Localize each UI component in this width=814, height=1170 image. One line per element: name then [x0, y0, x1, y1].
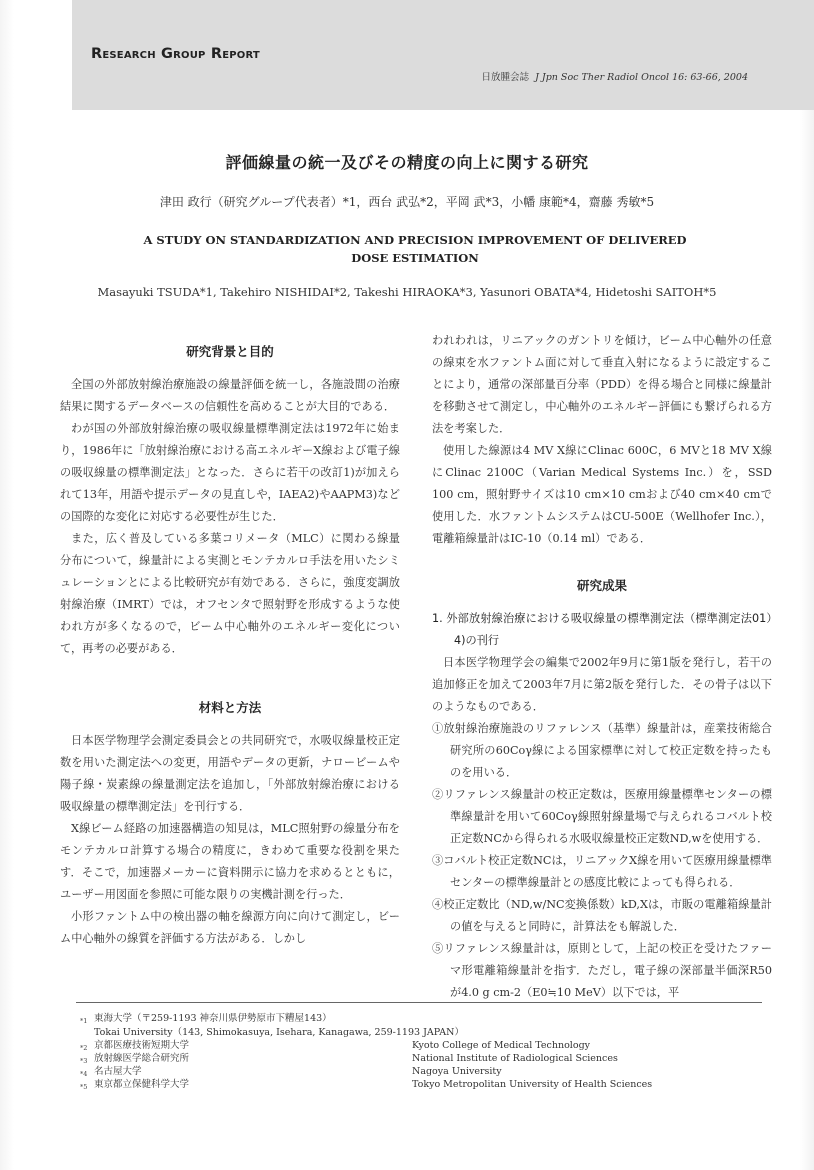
background-heading: 研究背景と目的	[186, 344, 274, 359]
footnote-5-ja: 東京都立保健科学大学	[94, 1079, 190, 1090]
left-column	[60, 330, 400, 950]
list-item: ④校正定数比（ND,w/NC変換係数）kD,Xは，市販の電離箱線量計の値を与えると同時に，計算法をも解説した．	[432, 898, 772, 933]
footnote-mark-3: *3	[80, 1057, 88, 1065]
methods-paragraph-3: 小形ファントム中の検出器の軸を線源方向に向けて測定し，ビーム中心軸外の線質を評価する方法がある．しかし	[60, 910, 400, 945]
journal-name-ja: 日放腫会誌	[481, 72, 530, 83]
footnote-1-ja: 東海大学（〒259-1193 神奈川県伊勢原市下糟屋143）	[94, 1013, 332, 1024]
background-paragraph-2: わが国の外部放射線治療の吸収線量標準測定法は1972年に始まり，1986年に「放射線治療における高エネルギーX線および電子線の吸収線量の標準測定法」となった．さらに若干の改訂1)が加えられて13年，用語や提示データの見直しや，IAEA2)やAAPM3)などの国際的な変化に対応する必要性が生じた．	[60, 422, 400, 523]
footnotes	[0, 1002, 814, 1102]
authors-en: Masayuki TSUDA*1, Takehiro NISHIDAI*2, Takeshi HIRAOKA*3, Yasunori OBATA*4, Hidetoshi SAITOH*5	[97, 285, 717, 299]
journal-citation	[482, 69, 748, 83]
footnote-2-en: Kyoto College of Medical Technology	[412, 1040, 591, 1051]
methods-paragraph-5: 使用した線源は4 MV X線にClinac 600C，6 MVと18 MV X線にClinac 2100C（Varian Medical Systems Inc.）を，SSD 100 cm，照射野サイズは10 cm×10 cmおよび40 cm×40 cmで使用した．水ファントムシステムはCU-500E（Wellhofer Inc.），電離箱線量計はIC-10（0.14 ml）である．	[432, 444, 772, 545]
results-subheading: 1. 外部放射線治療における吸収線量の標準測定法（標準測定法01）4)の刊行	[432, 612, 772, 647]
footnote-3-ja: 放射線医学総合研究所	[94, 1053, 190, 1064]
title-ja: 評価線量の統一及びその精度の向上に関する研究	[225, 153, 589, 172]
list-item: ⑤リファレンス線量計は，原則として，上記の校正を受けたファーマ形電離箱線量計を指す．ただし，電子線の深部量半価深R50が4.0 g cm-2（E0≒10 MeV）以下では，平	[432, 942, 772, 999]
footnote-mark-5: *5	[80, 1083, 88, 1091]
results-heading: 研究成果	[576, 578, 627, 593]
methods-paragraph-1: 日本医学物理学会測定委員会との共同研究で，水吸収線量校正定数を用いた測定法への変更，用語やデータの更新，ナロービームや陽子線・炭素線の線量測定法を追加し，「外部放射線治療における吸収線量の標準測定法」を刊行する．	[60, 734, 400, 813]
footnote-mark-2: *2	[80, 1044, 88, 1052]
footnote-2-ja: 京都医療技術短期大学	[94, 1040, 190, 1051]
list-item: ①放射線治療施設のリファレンス（基準）線量計は，産業技術総合研究所の60Coγ線による国家標準に対して校正定数を持ったものを用いる．	[432, 722, 772, 779]
title-en: A STUDY ON STANDARDIZATION AND PRECISION IMPROVEMENT OF DELIVERED DOSE ESTIMATION	[143, 233, 687, 265]
authors-ja: 津田 政行（研究グループ代表者）*1，西台 武弘*2，平岡 武*3，小幡 康範*4，齋藤 秀敏*5	[159, 195, 655, 209]
footnote-5-en: Tokyo Metropolitan University of Health Sciences	[412, 1079, 653, 1090]
footnote-mark-4: *4	[80, 1070, 88, 1078]
methods-paragraph-4: われわれは，リニアックのガントリを傾け，ビーム中心軸外の任意の線束を水ファントム面に対して垂直入射になるように設定することにより，通常の深部量百分率（PDD）を得る場合と同様に線量計を移動させて測定し，中心軸外のエネルギー評価にも繋げられる方法を考案した．	[432, 334, 772, 435]
results-paragraph-1: 日本医学物理学会の編集で2002年9月に第1版を発行し，若干の追加修正を加えて2003年7月に第2版を発行した．その骨子は以下のようなものである．	[432, 656, 772, 713]
footnote-1-en: Tokai University（143, Shimokasuya, Isehara, Kanagawa, 259-1193 JAPAN）	[94, 1027, 464, 1038]
background-paragraph-3: また，広く普及している多葉コリメータ（MLC）に関わる線量分布について，線量計による実測とモンテカルロ手法を用いたシミュレーションとによる比較研究が有効である．さらに，強度変調放射線治療（IMRT）では，オフセンタで照射野を形成するような使われ方が多くなるので，ビーム中心軸外のエネルギー変化について，再考の必要がある．	[60, 532, 400, 655]
list-item: ②リファレンス線量計の校正定数は，医療用線量標準センターの標準線量計を用いて60Coγ線照射線量場で与えられるコバルト校正定数NCから得られる水吸収線量校正定数ND,wを使用する．	[432, 788, 772, 845]
footnote-4-ja: 名古屋大学	[94, 1066, 142, 1077]
right-column	[432, 330, 772, 1004]
background-paragraph-1: 全国の外部放射線治療施設の線量評価を統一し，各施設間の治療結果に関するデータベースの信頼性を高めることが大目的である．	[60, 378, 400, 413]
footnote-mark-1: *1	[80, 1017, 88, 1025]
footnote-4-en: Nagoya University	[412, 1066, 502, 1077]
series-label: Research Group Report	[91, 46, 260, 62]
journal-citation-en: J Jpn Soc Ther Radiol Oncol 16: 63-66, 2004	[535, 72, 748, 83]
footnote-3-en: National Institute of Radiological Sciences	[412, 1053, 618, 1064]
list-item: ③コバルト校正定数NCは，リニアックX線を用いて医療用線量標準センターの標準線量計との感度比較によっても得られる．	[432, 854, 772, 889]
methods-paragraph-2: X線ビーム経路の加速器構造の知見は，MLC照射野の線量分布をモンテカルロ計算する場合の精度に，きわめて重要な役割を果たす．そこで，加速器メーカーに資料開示に協力を求めるとともに，ユーザー用図面を参照に可能な限りの実機計測を行った．	[60, 822, 400, 901]
methods-heading: 材料と方法	[198, 700, 262, 715]
